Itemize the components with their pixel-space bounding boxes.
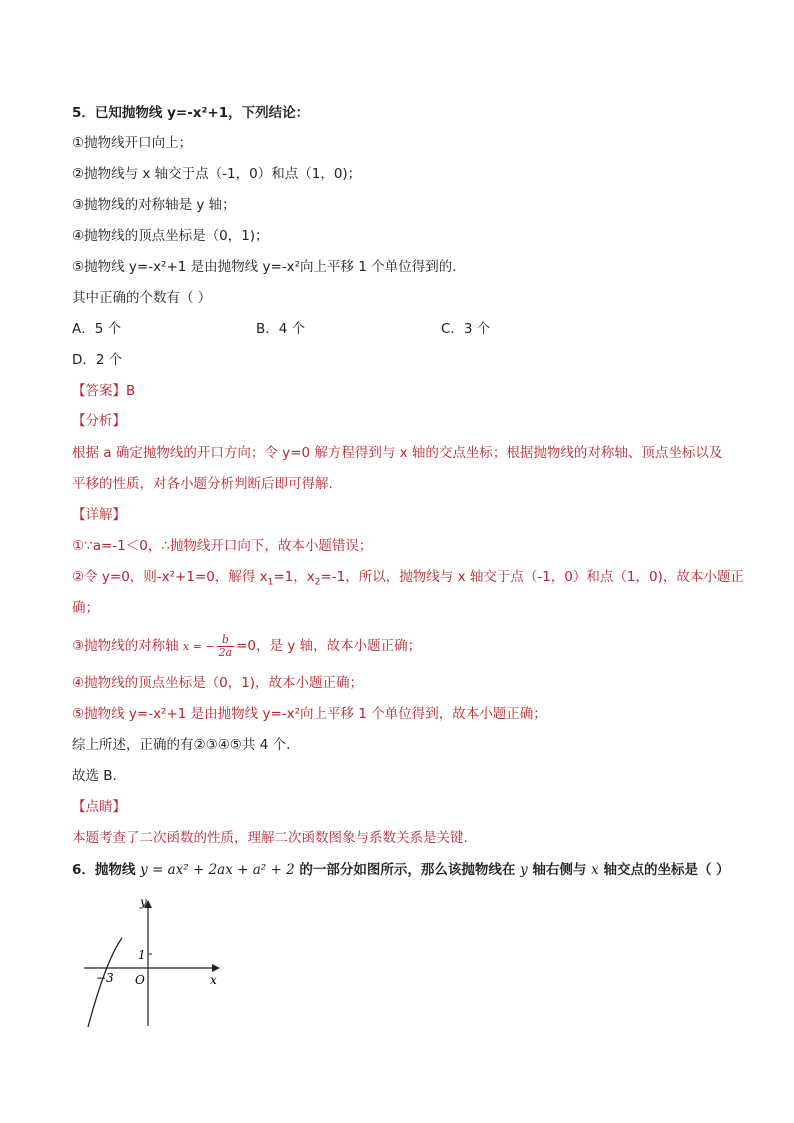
subscript-2: 2 [314, 577, 321, 588]
q5-statement-4: ④抛物线的顶点坐标是（0，1)； [72, 228, 269, 244]
origin-label: O [135, 973, 145, 987]
formula-eq: = − [189, 640, 215, 653]
answer-label: 【答案】 [72, 383, 126, 399]
q6-stem-y: y [520, 862, 528, 878]
q5-stem: 5．已知抛物线 y=-x²+1，下列结论： [72, 105, 310, 121]
q6-stem-mid: 轴右侧与 [527, 862, 592, 878]
q5-option-d: D．2 个 [72, 352, 123, 368]
x-axis-label: x [210, 973, 217, 987]
detail-line-5: ⑤抛物线 y=-x²+1 是由抛物线 y=-x²向上平移 1 个单位得到，故本小题正确； [72, 706, 547, 722]
fraction-denominator: 2a [218, 645, 233, 659]
detail-3-part-a: ③抛物线的对称轴 [72, 638, 183, 654]
detail-line-3 [72, 628, 421, 665]
detail-line-1: ①∵a=-1＜0，∴抛物线开口向下，故本小题错误； [72, 538, 373, 554]
q5-statement-1: ①抛物线开口向上； [72, 135, 193, 151]
parabola-graph [78, 892, 238, 1032]
q6-stem-prefix: 6．抛物线 [72, 862, 141, 878]
detail-line-2-continued: 确； [72, 600, 99, 616]
detail-2-part-a: ②令 y=0，则-x²+1=0，解得 x [72, 569, 268, 585]
q6-formula: y = ax² + 2ax + a² + 2 [140, 862, 295, 878]
q6-stem-end: 轴交点的坐标是（ ） [598, 862, 730, 878]
analysis-line-1: 根据 a 确定抛物线的开口方向；令 y=0 解方程得到与 x 轴的交点坐标；根据抛物线的对称轴、顶点坐标以及 [72, 445, 723, 461]
comment-text: 本题考查了二次函数的性质，理解二次函数图象与系数关系是关键. [72, 830, 468, 846]
subscript-1: 1 [267, 577, 274, 588]
detail-line-4: ④抛物线的顶点坐标是（0，1)，故本小题正确； [72, 675, 364, 691]
tick-label-neg3: −3 [96, 971, 114, 985]
detail-3-part-b: =0，是 y 轴，故本小题正确； [236, 638, 422, 654]
comment-label: 【点睛】 [72, 799, 126, 815]
detail-label: 【详解】 [72, 507, 126, 523]
q5-prompt: 其中正确的个数有（ ） [72, 290, 212, 306]
detail-2-part-c: =-1，所以，抛物线与 x 轴交于点（-1，0）和点（1，0)，故本小题正 [320, 569, 744, 585]
q5-statement-2: ②抛物线与 x 轴交于点（-1，0）和点（1，0)； [72, 166, 362, 182]
x-axis-arrow [212, 964, 220, 972]
answer-value: B [126, 383, 136, 399]
q6-stem-x: x [591, 862, 599, 878]
choose-line: 故选 B. [72, 768, 117, 784]
q5-statement-5: ⑤抛物线 y=-x²+1 是由抛物线 y=-x²向上平移 1 个单位得到的. [72, 259, 457, 275]
formula-fraction [217, 634, 235, 659]
analysis-line-2: 平移的性质，对各小题分析判断后即可得解. [72, 476, 333, 492]
analysis-label: 【分析】 [72, 413, 126, 429]
q5-statement-3: ③抛物线的对称轴是 y 轴； [72, 197, 236, 213]
detail-2-part-b: =1，x [273, 569, 315, 585]
tick-label-1: 1 [138, 948, 146, 962]
y-axis-label: y [140, 895, 147, 909]
answer-row [72, 381, 135, 401]
formula-x: x [182, 640, 190, 653]
q6-stem [72, 860, 730, 880]
q5-option-a: A．5 个 [72, 321, 122, 337]
q5-option-b: B．4 个 [256, 321, 306, 337]
summary-line: 综上所述，正确的有②③④⑤共 4 个. [72, 737, 291, 753]
detail-line-2 [72, 567, 744, 593]
q6-stem-suffix: 的一部分如图所示，那么该抛物线在 [294, 862, 521, 878]
q5-option-c: C．3 个 [441, 321, 491, 337]
fraction-numerator: b [217, 634, 235, 647]
